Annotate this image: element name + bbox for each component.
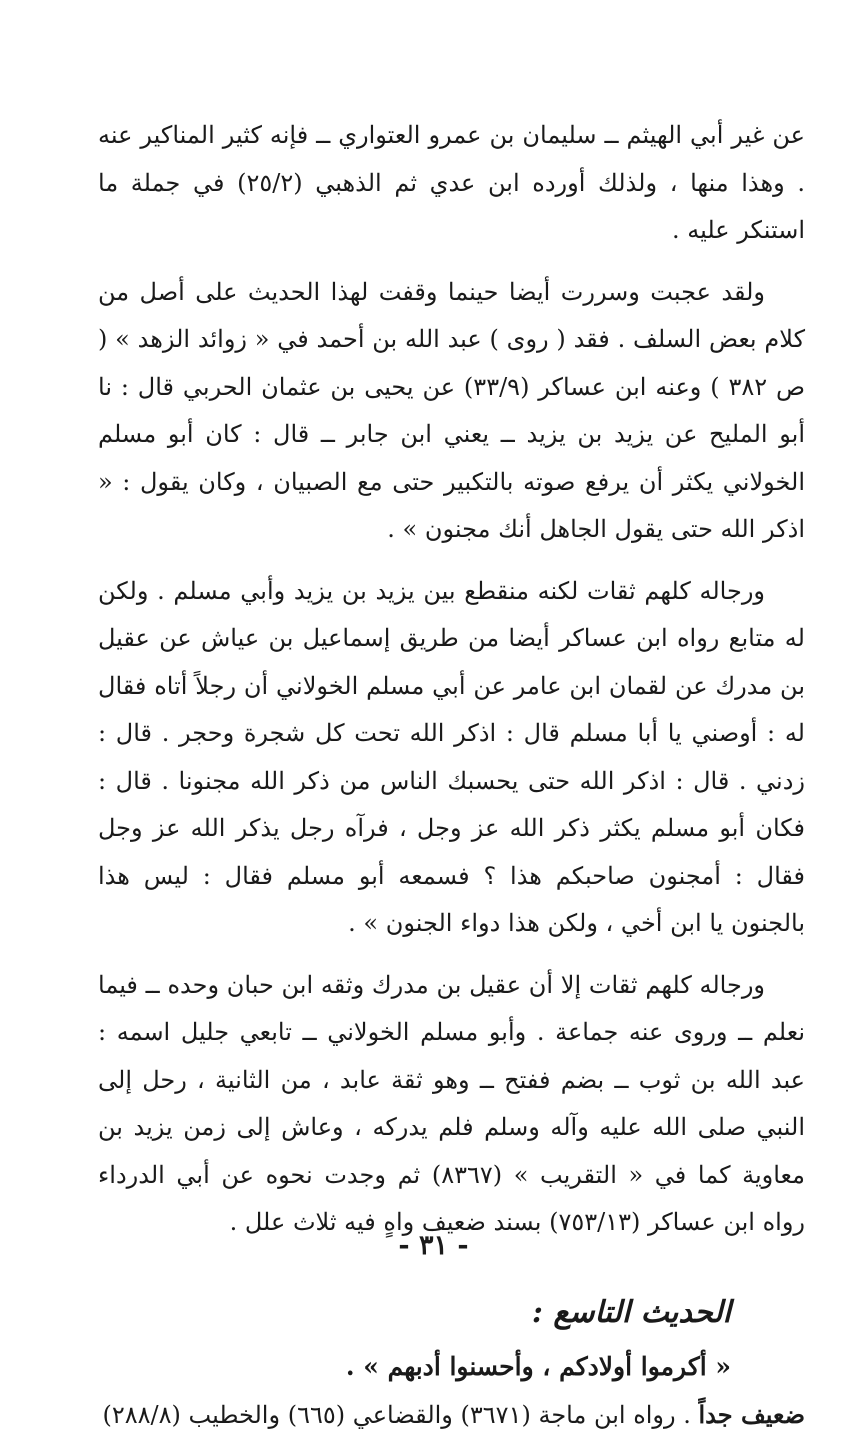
paragraph-4: ورجاله كلهم ثقات إلا أن عقيل بن مدرك وثقه ابن حبان وحده ــ فيما نعلم ــ وروى عنه جماعة . وأبو مسلم الخولاني ــ تابعي جليل اسمه : عبد الله بن ثوب ــ بضم ففتح ــ وهو ثقة عابد ، من الثانية ، رحل إلى النبي صلى الله عليه وآله وسلم فلم يدركه ، وعاش إلى زمن يزيد بن معاوية كما في « التقريب » (٨٣٦٧) ثم وجدت نحوه عن أبي الدرداء رواه ابن عساكر (٧٥٣/١٣) بسند ضعيف واهٍ فيه ثلاث علل . — [98, 970, 806, 1236]
page-number: - ٣١ - — [398, 1230, 469, 1261]
grading-label: ضعيف جداً — [698, 1399, 805, 1429]
paragraph-3: ورجاله كلهم ثقات لكنه منقطع بين يزيد بن يزيد وأبي مسلم . ولكن له متابع رواه ابن عساكر أيضا من طريق إسماعيل بن عياش عن عقيل بن مدرك عن لقمان ابن عامر عن أبي مسلم الخولاني أن رجلاً أتاه فقال له : أوصني يا أبا مسلم قال : اذكر الله تحت كل شجرة وحجر . قال : زدني . قال : اذكر الله حتى يحسبك الناس من ذكر الله مجنونا . قال : فكان أبو مسلم يكثر ذكر الله عز وجل ، فرآه رجل يذكر الله عز وجل فقال : أمجنون صاحبكم هذا ؟ فسمعه أبو مسلم فقال : ليس هذا بالجنون يا ابن أخي ، ولكن هذا دواء الجنون » . — [98, 576, 805, 937]
hadith-text: « أكرموا أولادكم ، وأحسنوا أدبهم » . — [345, 1351, 731, 1381]
section-heading: الحديث التاسع : — [531, 1294, 731, 1330]
paragraph-1: عن غير أبي الهيثم ــ سليمان بن عمرو العتواري ــ فإنه كثير المناكير عنه . وهذا منها ، ولذلك أورده ابن عدي ثم الذهبي (٢٥/٢) في جملة ما استنكر عليه . — [98, 121, 805, 244]
grading-line — [98, 1393, 805, 1437]
grading-text: . رواه ابن ماجة (٣٦٧١) والقضاعي (٦٦٥) والخطيب (٢٨٨/٨) — [102, 1400, 699, 1429]
paragraph-2: ولقد عجبت وسررت أيضا حينما وقفت لهذا الحديث على أصل من كلام بعض السلف . فقد ( روى ) عبد الله بن أحمد في « زوائد الزهد » ( ص ٣٨٢ ) وعنه ابن عساكر (٣٣/٩) عن يحيى بن عثمان الحربي قال : نا أبو المليح عن يزيد بن يزيد ــ يعني ابن جابر ــ قال : كان أبو مسلم الخولاني يكثر أن يرفع صوته بالتكبير حتى مع الصبيان ، وكان يقول : « اذكر الله حتى يقول الجاهل أنك مجنون » . — [98, 277, 806, 543]
